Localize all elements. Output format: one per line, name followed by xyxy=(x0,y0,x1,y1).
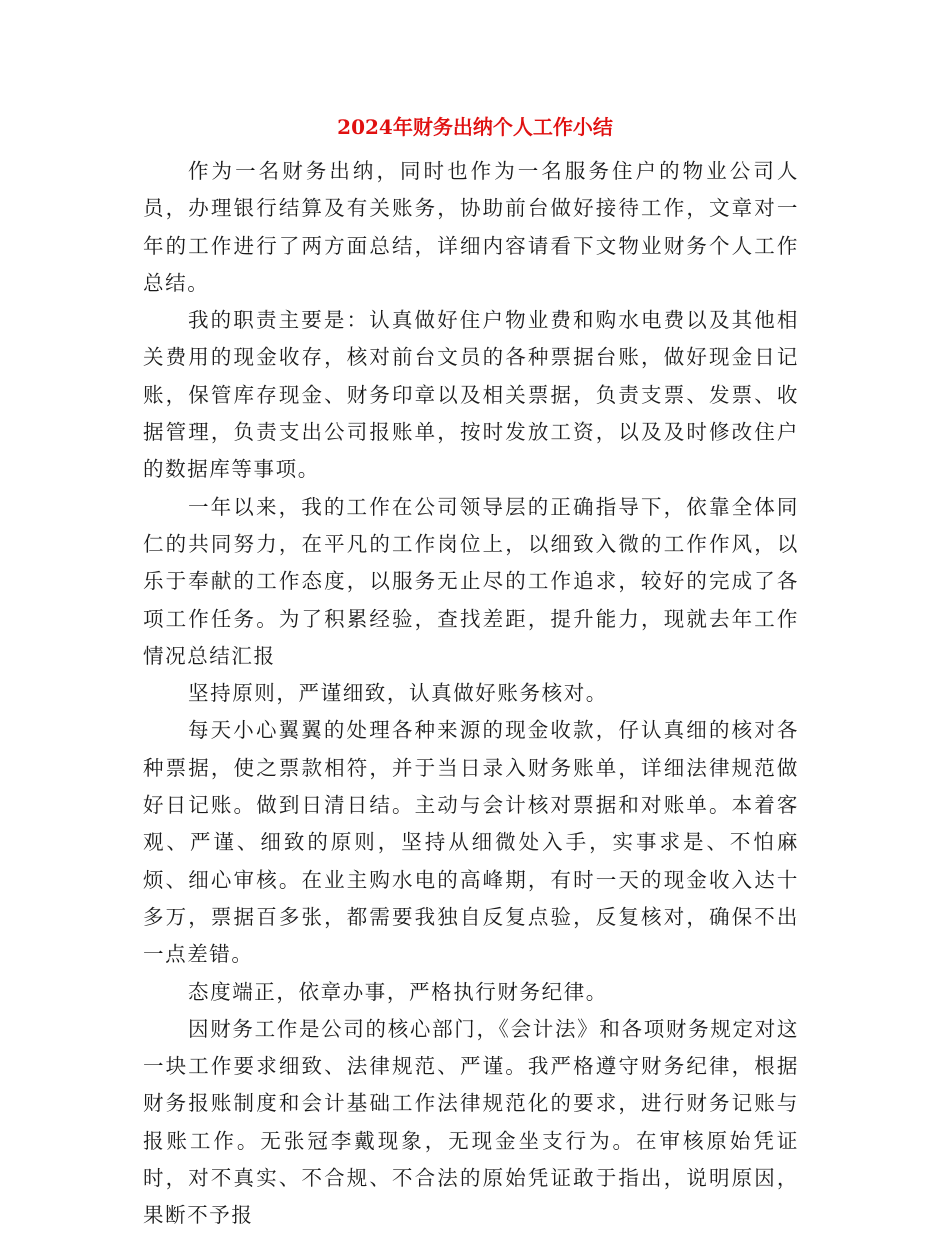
paragraph-intro: 作为一名财务出纳，同时也作为一名服务住户的物业公司人员，办理银行结算及有关账务，协助前台做好接待工作，文章对一年的工作进行了两方面总结，详细内容请看下文物业财务个人工作总结。 xyxy=(143,159,799,295)
paragraph-year-review: 一年以来，我的工作在公司领导层的正确指导下，依靠全体同仁的共同努力，在平凡的工作岗位上，以细致入微的工作作风，以乐于奉献的工作态度，以服务无止尽的工作追求，较好的完成了各项工作任务。为了积累经验，查找差距，提升能力，现就去年工作情况总结汇报 xyxy=(143,494,799,668)
paragraph-duties: 我的职责主要是：认真做好住户物业费和购水电费以及其他相关费用的现金收存，核对前台文员的各种票据台账，做好现金日记账，保管库存现金、财务印章以及相关票据，负责支票、发票、收据管理，负责支出公司报账单，按时发放工资，以及及时修改住户的数据库等事项。 xyxy=(143,308,799,482)
paragraph-financial-discipline: 因财务工作是公司的核心部门，《会计法》和各项财务规定对这一块工作要求细致、法律规范、严谨。我严格遵守财务纪律，根据财务报账制度和会计基础工作法律规范化的要求，进行财务记账与报账工作。无张冠李戴现象，无现金坐支行为。在审核原始凭证时，对不真实、不合规、不合法的原始凭证敢于指出，说明原因，果断不予报 xyxy=(143,1016,799,1228)
section-heading-discipline: 态度端正，依章办事，严格执行财务纪律。 xyxy=(188,979,608,1004)
document-body xyxy=(143,153,799,1235)
document-title: 2024年财务出纳个人工作小结 xyxy=(337,115,613,139)
paragraph-daily-reconciliation: 每天小心翼翼的处理各种来源的现金收款，仔认真细的核对各种票据，使之票款相符，并于当日录入财务账单，详细法律规范做好日记账。做到日清日结。主动与会计核对票据和对账单。本着客观、严谨、细致的原则，坚持从细微处入手，实事求是、不怕麻烦、细心审核。在业主购水电的高峰期，有时一天的现金收入达十多万，票据百多张，都需要我独自反复点验，反复核对，确保不出一点差错。 xyxy=(143,718,799,967)
section-heading-principles: 坚持原则，严谨细致，认真做好账务核对。 xyxy=(188,681,608,706)
